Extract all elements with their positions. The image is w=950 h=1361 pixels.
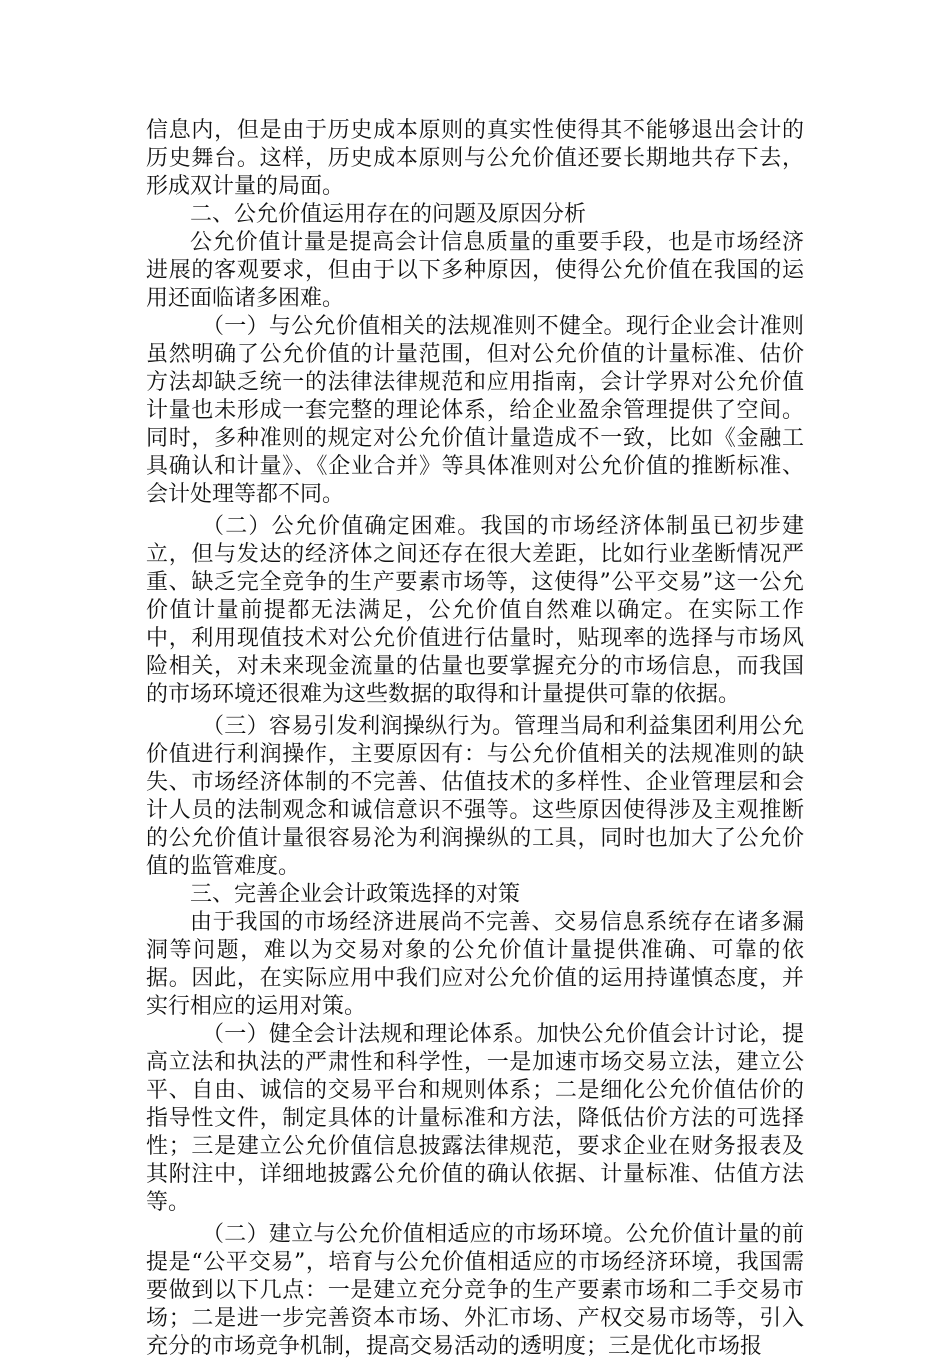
paragraph-continuation: 信息内，但是由于历史成本原则的真实性使得其不能够退出会计的历史舞台。这样，历史成本原则与公允价值还要长期地共存下去，形成双计量的局面。 <box>146 118 804 199</box>
paragraph-2-2: （二）公允价值确定困难。我国的市场经济体制虽已初步建立，但与发达的经济体之间还存在很大差距，比如行业垄断情况严重、缺乏完全竞争的生产要素市场等，这使得”公平交易”这一公允价值计量前提都无法满足，公允价值自然难以确定。在实际工作中，利用现值技术对公允价值进行估量时，贴现率的选择与市场风险相关，对未来现金流量的估量也要掌握充分的市场信息，而我国的市场环境还很难为这些数据的取得和计量提供可靠的依据。 <box>146 514 804 707</box>
paragraph-intro-3: 由于我国的市场经济进展尚不完善、交易信息系统存在诸多漏洞等问题，难以为交易对象的公允价值计量提供准确、可靠的依据。因此，在实际应用中我们应对公允价值的运用持谨慎态度，并实行相应的运用对策。 <box>146 910 804 1019</box>
paragraph-intro-2: 公允价值计量是提高会计信息质量的重要手段，也是市场经济进展的客观要求，但由于以下多种原因，使得公允价值在我国的运用还面临诸多困难。 <box>146 230 804 311</box>
section-heading-2: 二、公允价值运用存在的问题及原因分析 <box>190 202 587 227</box>
section-heading-3: 三、完善企业会计政策选择的对策 <box>190 882 521 907</box>
document-page <box>146 117 804 1361</box>
paragraph-2-3: （三）容易引发利润操纵行为。管理当局和利益集团利用公允价值进行利润操作，主要原因有：与公允价值相关的法规准则的缺失、市场经济体制的不完善、估值技术的多样性、企业管理层和会计人员的法制观念和诚信意识不强等。这些原因使得涉及主观推断的公允价值计量很容易沦为利润操纵的工具，同时也加大了公允价值的监管难度。 <box>146 714 804 879</box>
paragraph-3-2: （二）建立与公允价值相适应的市场环境。公允价值计量的前提是“公平交易”，培育与公允价值相适应的市场经济环境，我国需要做到以下几点：一是建立充分竞争的生产要素市场和二手交易市场；二是进一步完善资本市场、外汇市场、产权交易市场等，引入充分的市场竞争机制，提高交易活动的透明度；三是优化市场报 <box>146 1222 804 1359</box>
paragraph-3-1: （一）健全会计法规和理论体系。加快公允价值会计讨论，提高立法和执法的严肃性和科学性，一是加速市场交易立法，建立公平、自由、诚信的交易平台和规则体系；二是细化公允价值估价的指导性文件，制定具体的计量标准和方法，降低估价方法的可选择性；三是建立公允价值信息披露法律规范，要求企业在财务报表及其附注中，详细地披露公允价值的确认依据、计量标准、估值方法等。 <box>146 1022 804 1215</box>
paragraph-2-1: （一）与公允价值相关的法规准则不健全。现行企业会计准则虽然明确了公允价值的计量范围，但对公允价值的计量标准、估价方法却缺乏统一的法律法律规范和应用指南，会计学界对公允价值计量也未形成一套完整的理论体系，给企业盈余管理提供了空间。同时，多种准则的规定对公允价值计量造成不一致，比如《金融工具确认和计量》、《企业合并》等具体准则对公允价值的推断标准、会计处理等都不同。 <box>146 314 804 507</box>
